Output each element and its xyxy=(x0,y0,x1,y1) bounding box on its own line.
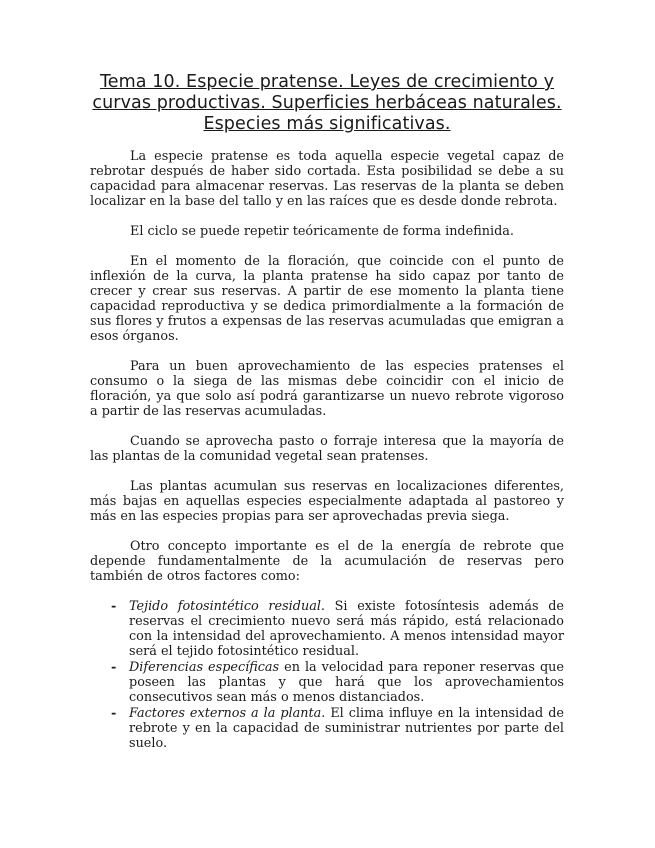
paragraph: Cuando se aprovecha pasto o forraje interesa que la mayoría de las plantas de la comunidad vegetal sean pratenses. xyxy=(90,434,564,464)
bullet-marker: - xyxy=(111,599,117,614)
list-item-lead: Factores externos a la planta. xyxy=(129,706,326,721)
document-title: Tema 10. Especie pratense. Leyes de crecimiento y curvas productivas. Superficies herbáceas naturales. Especies más significativas. xyxy=(92,72,562,134)
document-page xyxy=(90,72,564,752)
list-item xyxy=(90,660,564,705)
list-item xyxy=(90,599,564,659)
list-item-lead: Diferencias específicas xyxy=(129,660,280,675)
factors-list xyxy=(90,599,564,751)
list-item-text: Si existe fotosíntesis además de reservas el crecimiento nuevo será más rápido, está relacionado con la intensidad del aprovechamiento. A menos intensidad mayor será el tejido fotosintético residual. xyxy=(129,599,564,659)
paragraph: Para un buen aprovechamiento de las especies pratenses el consumo o la siega de las mismas debe coincidir con el inicio de floración, ya que solo así podrá garantizarse un nuevo rebrote vigoroso a partir de las reservas acumuladas. xyxy=(90,359,564,419)
paragraph: Otro concepto importante es el de la energía de rebrote que depende fundamentalmente de la acumulación de reservas pero también de otros factores como: xyxy=(90,539,564,584)
paragraph: El ciclo se puede repetir teóricamente de forma indefinida. xyxy=(130,224,514,239)
list-item xyxy=(90,706,564,751)
list-item-text: en la velocidad para reponer reservas que poseen las plantas y que hará que los aprovechamientos consecutivos sean más o menos distanciados. xyxy=(129,660,564,705)
bullet-marker: - xyxy=(111,660,117,675)
list-item-lead: Tejido fotosintético residual. xyxy=(129,599,325,614)
paragraph: En el momento de la floración, que coincide con el punto de inflexión de la curva, la planta pratense ha sido capaz por tanto de crecer y crear sus reservas. A partir de ese momento la planta tiene capacidad reproductiva y se dedica primordialmente a la formación de sus flores y frutos a expensas de las reservas acumuladas que emigran a esos órganos. xyxy=(90,254,564,344)
paragraph: La especie pratense es toda aquella especie vegetal capaz de rebrotar después de haber sido cortada. Esta posibilidad se debe a su capacidad para almacenar reservas. Las reservas de la planta se deben localizar en la base del tallo y en las raíces que es desde donde rebrota. xyxy=(90,149,564,209)
bullet-marker: - xyxy=(111,706,117,721)
paragraph: Las plantas acumulan sus reservas en localizaciones diferentes, más bajas en aquellas especies especialmente adaptada al pastoreo y más en las especies propias para ser aprovechadas previa siega. xyxy=(90,479,564,524)
list-item-text: El clima influye en la intensidad de rebrote y en la capacidad de suministrar nutrientes por parte del suelo. xyxy=(129,706,564,751)
